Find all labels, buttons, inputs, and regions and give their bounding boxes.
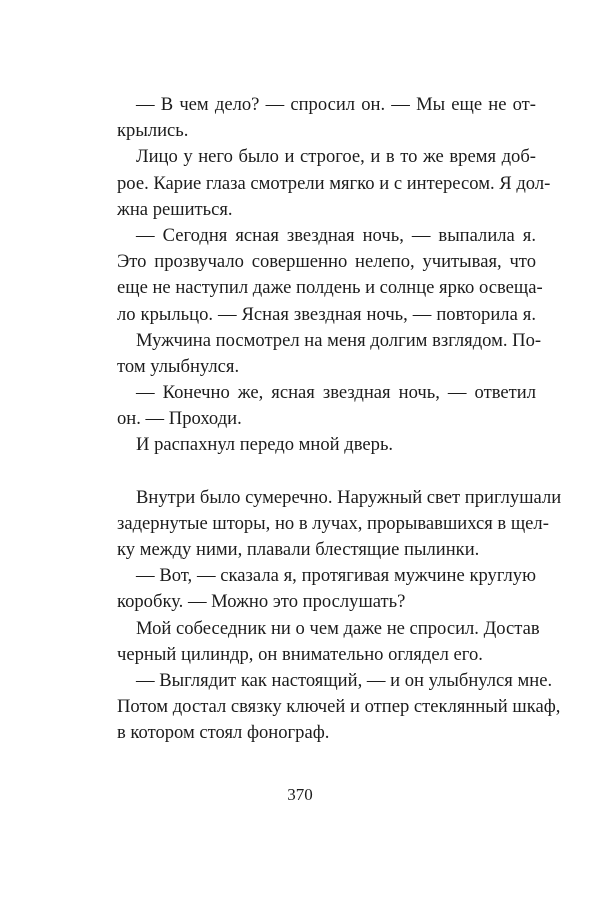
text-line: — Вот, — сказала я, протягивая мужчине круглую xyxy=(136,565,536,587)
text-line: крылись. xyxy=(117,120,189,142)
text-line: — Сегодня ясная звездная ночь, — выпалила я. xyxy=(136,224,536,246)
text-line: — Конечно же, ясная звездная ночь, — ответил xyxy=(136,382,536,404)
text-line: И распахнул передо мной дверь. xyxy=(136,434,394,456)
text-line: черный цилиндр, он внимательно оглядел его. xyxy=(117,643,483,665)
paragraph xyxy=(117,328,542,380)
paragraph xyxy=(117,380,536,432)
text-line: он. — Проходи. xyxy=(117,408,242,430)
paragraph xyxy=(117,92,536,144)
paragraph xyxy=(117,668,561,747)
text-line: Внутри было сумеречно. Наружный свет приглушали xyxy=(136,486,562,508)
paragraph xyxy=(117,223,543,328)
text-line: Это прозвучало совершенно нелепо, учитывая, что xyxy=(117,251,536,273)
paragraph xyxy=(117,485,562,564)
text-line: задернутые шторы, но в лучах, прорывавшихся в щел- xyxy=(117,512,549,534)
page-number: 370 xyxy=(287,785,313,804)
text-line: в котором стоял фонограф. xyxy=(117,722,330,744)
text-line: — Выглядит как настоящий, — и он улыбнулся мне. xyxy=(136,669,553,691)
text-line: коробку. — Можно это прослушать? xyxy=(117,591,406,613)
text-line: ло крыльцо. — Ясная звездная ночь, — повторила я. xyxy=(117,303,536,325)
text-line: ку между ними, плавали блестящие пылинки. xyxy=(117,539,480,560)
paragraph xyxy=(117,432,536,458)
text-line: Мой собеседник ни о чем даже не спросил. Достав xyxy=(136,617,540,639)
text-line: — В чем дело? — спросил он. — Мы еще не от- xyxy=(136,94,536,115)
text-line: жна решиться. xyxy=(117,198,233,220)
paragraph xyxy=(117,563,536,615)
text-line: рое. Карие глаза смотрели мягко и с интересом. Я дол- xyxy=(117,172,551,194)
text-line: Лицо у него было и строгое, и в то же время доб- xyxy=(136,146,536,168)
paragraph xyxy=(117,616,540,668)
text-line: Мужчина посмотрел на меня долгим взглядом. По- xyxy=(136,329,542,351)
text-line: еще не наступил даже полдень и солнце ярко освеща- xyxy=(117,277,543,299)
page-text xyxy=(117,92,562,747)
text-line: Потом достал связку ключей и отпер стеклянный шкаф, xyxy=(117,696,561,718)
text-line: том улыбнулся. xyxy=(117,355,240,377)
paragraph xyxy=(117,144,551,223)
section-break xyxy=(117,459,536,485)
